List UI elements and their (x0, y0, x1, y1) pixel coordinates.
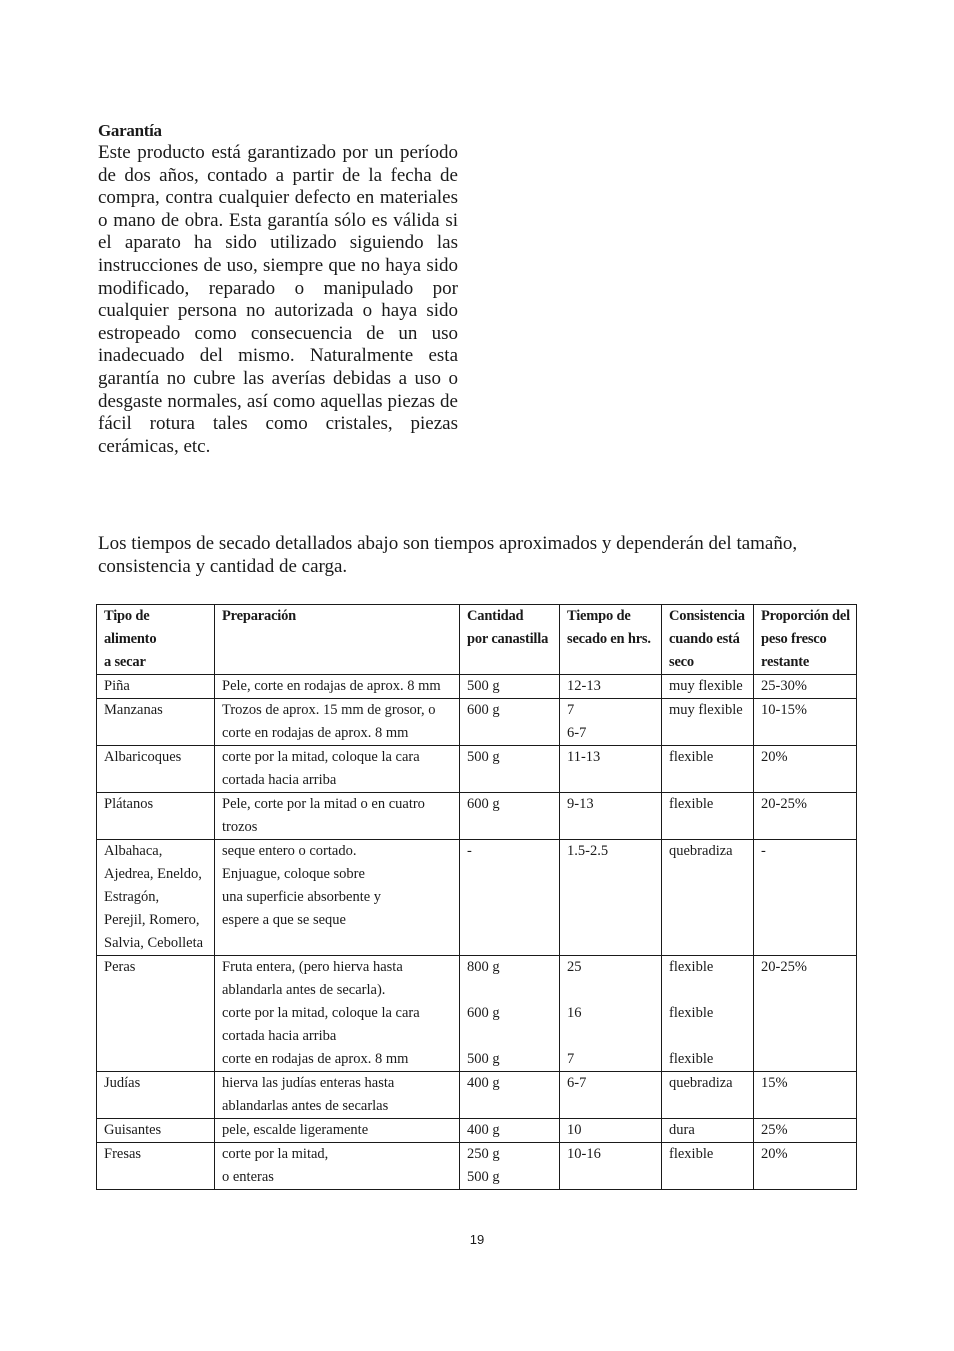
table-row (97, 956, 857, 1072)
cell-quantity: 400 g (460, 1072, 560, 1119)
cell-food-type: Albahaca, Ajedrea, Eneldo, Estragón, Perejil, Romero, Salvia, Cebolleta (97, 840, 215, 956)
warranty-title: Garantía (98, 121, 162, 140)
cell-drying-time: 25 16 7 (560, 956, 662, 1072)
cell-quantity: 400 g (460, 1119, 560, 1143)
header-quantity: Cantidad por canastilla (460, 605, 560, 675)
cell-food-type: Judías (97, 1072, 215, 1119)
cell-remaining-weight: 20% (754, 746, 857, 793)
cell-quantity: 600 g (460, 793, 560, 840)
cell-remaining-weight: 25% (754, 1119, 857, 1143)
cell-consistency: muy flexible (662, 699, 754, 746)
cell-consistency: dura (662, 1119, 754, 1143)
cell-quantity: 250 g 500 g (460, 1143, 560, 1190)
header-preparation: Preparación (215, 605, 460, 675)
cell-preparation: corte por la mitad, o enteras (215, 1143, 460, 1190)
page-number: 19 (469, 1232, 485, 1247)
cell-remaining-weight: 25-30% (754, 675, 857, 699)
cell-preparation: Pele, corte por la mitad o en cuatro trozos (215, 793, 460, 840)
cell-preparation: pele, escalde ligeramente (215, 1119, 460, 1143)
cell-food-type: Albaricoques (97, 746, 215, 793)
table-row (97, 675, 857, 699)
cell-food-type: Fresas (97, 1143, 215, 1190)
cell-drying-time: 11-13 (560, 746, 662, 793)
cell-preparation: Pele, corte en rodajas de aprox. 8 mm (215, 675, 460, 699)
cell-quantity: 600 g (460, 699, 560, 746)
drying-times-table (96, 604, 857, 1190)
cell-remaining-weight: - (754, 840, 857, 956)
cell-quantity: 800 g 600 g 500 g (460, 956, 560, 1072)
cell-food-type: Manzanas (97, 699, 215, 746)
cell-quantity: 500 g (460, 675, 560, 699)
table-header-row (97, 605, 857, 675)
cell-consistency: quebradiza (662, 840, 754, 956)
cell-consistency: quebradiza (662, 1072, 754, 1119)
cell-preparation: Trozos de aprox. 15 mm de grosor, o corte en rodajas de aprox. 8 mm (215, 699, 460, 746)
cell-preparation: seque entero o cortado. Enjuague, coloque sobre una superficie absorbente y espere a que se seque (215, 840, 460, 956)
table-row (97, 699, 857, 746)
cell-food-type: Peras (97, 956, 215, 1072)
cell-consistency: muy flexible (662, 675, 754, 699)
cell-quantity: 500 g (460, 746, 560, 793)
cell-food-type: Plátanos (97, 793, 215, 840)
cell-preparation: corte por la mitad, coloque la cara cortada hacia arriba (215, 746, 460, 793)
warranty-section (98, 120, 458, 458)
header-remaining-weight: Proporción del peso fresco restante (754, 605, 857, 675)
cell-consistency: flexible (662, 746, 754, 793)
warranty-body: Este producto está garantizado por un período de dos años, contado a partir de la fecha de compra, contra cualquier defecto en materiales o mano de obra. Esta garantía sólo es válida si el aparato ha sido utilizado siguiendo las instrucciones de uso, siempre que no haya sido modificado, reparado o manipulado por cualquier persona no autorizada o haya sido estropeado como consecuencia de un uso inadecuado del mismo. Naturalmente esta garantía no cubre las averías debidas a uso o desgaste normales, así como aquellas piezas de fácil rotura tales como cristales, piezas cerámicas, etc. (98, 142, 458, 457)
cell-remaining-weight: 20-25% (754, 793, 857, 840)
header-drying-time: Tiempo de secado en hrs. (560, 605, 662, 675)
cell-preparation: Fruta entera, (pero hierva hasta ablandarla antes de secarla). corte por la mitad, coloque la cara cortada hacia arriba corte en rodajas de aprox. 8 mm (215, 956, 460, 1072)
cell-remaining-weight: 10-15% (754, 699, 857, 746)
drying-intro: Los tiempos de secado detallados abajo son tiempos aproximados y dependerán del tamaño, consistencia y cantidad de carga. (98, 533, 798, 577)
table-row (97, 1072, 857, 1119)
cell-food-type: Piña (97, 675, 215, 699)
cell-preparation: hierva las judías enteras hasta ablandarlas antes de secarlas (215, 1072, 460, 1119)
cell-quantity: - (460, 840, 560, 956)
cell-drying-time: 10 (560, 1119, 662, 1143)
cell-drying-time: 12-13 (560, 675, 662, 699)
cell-remaining-weight: 15% (754, 1072, 857, 1119)
cell-drying-time: 7 6-7 (560, 699, 662, 746)
header-food-type: Tipo de alimento a secar (97, 605, 215, 675)
cell-drying-time: 9-13 (560, 793, 662, 840)
cell-consistency: flexible (662, 793, 754, 840)
table-row (97, 1143, 857, 1190)
table-row (97, 1119, 857, 1143)
cell-remaining-weight: 20-25% (754, 956, 857, 1072)
cell-consistency: flexible flexible flexible (662, 956, 754, 1072)
header-consistency: Consistencia cuando está seco (662, 605, 754, 675)
table-row (97, 793, 857, 840)
cell-drying-time: 1.5-2.5 (560, 840, 662, 956)
cell-drying-time: 10-16 (560, 1143, 662, 1190)
cell-remaining-weight: 20% (754, 1143, 857, 1190)
table-row (97, 840, 857, 956)
cell-drying-time: 6-7 (560, 1072, 662, 1119)
cell-food-type: Guisantes (97, 1119, 215, 1143)
cell-consistency: flexible (662, 1143, 754, 1190)
table-row (97, 746, 857, 793)
